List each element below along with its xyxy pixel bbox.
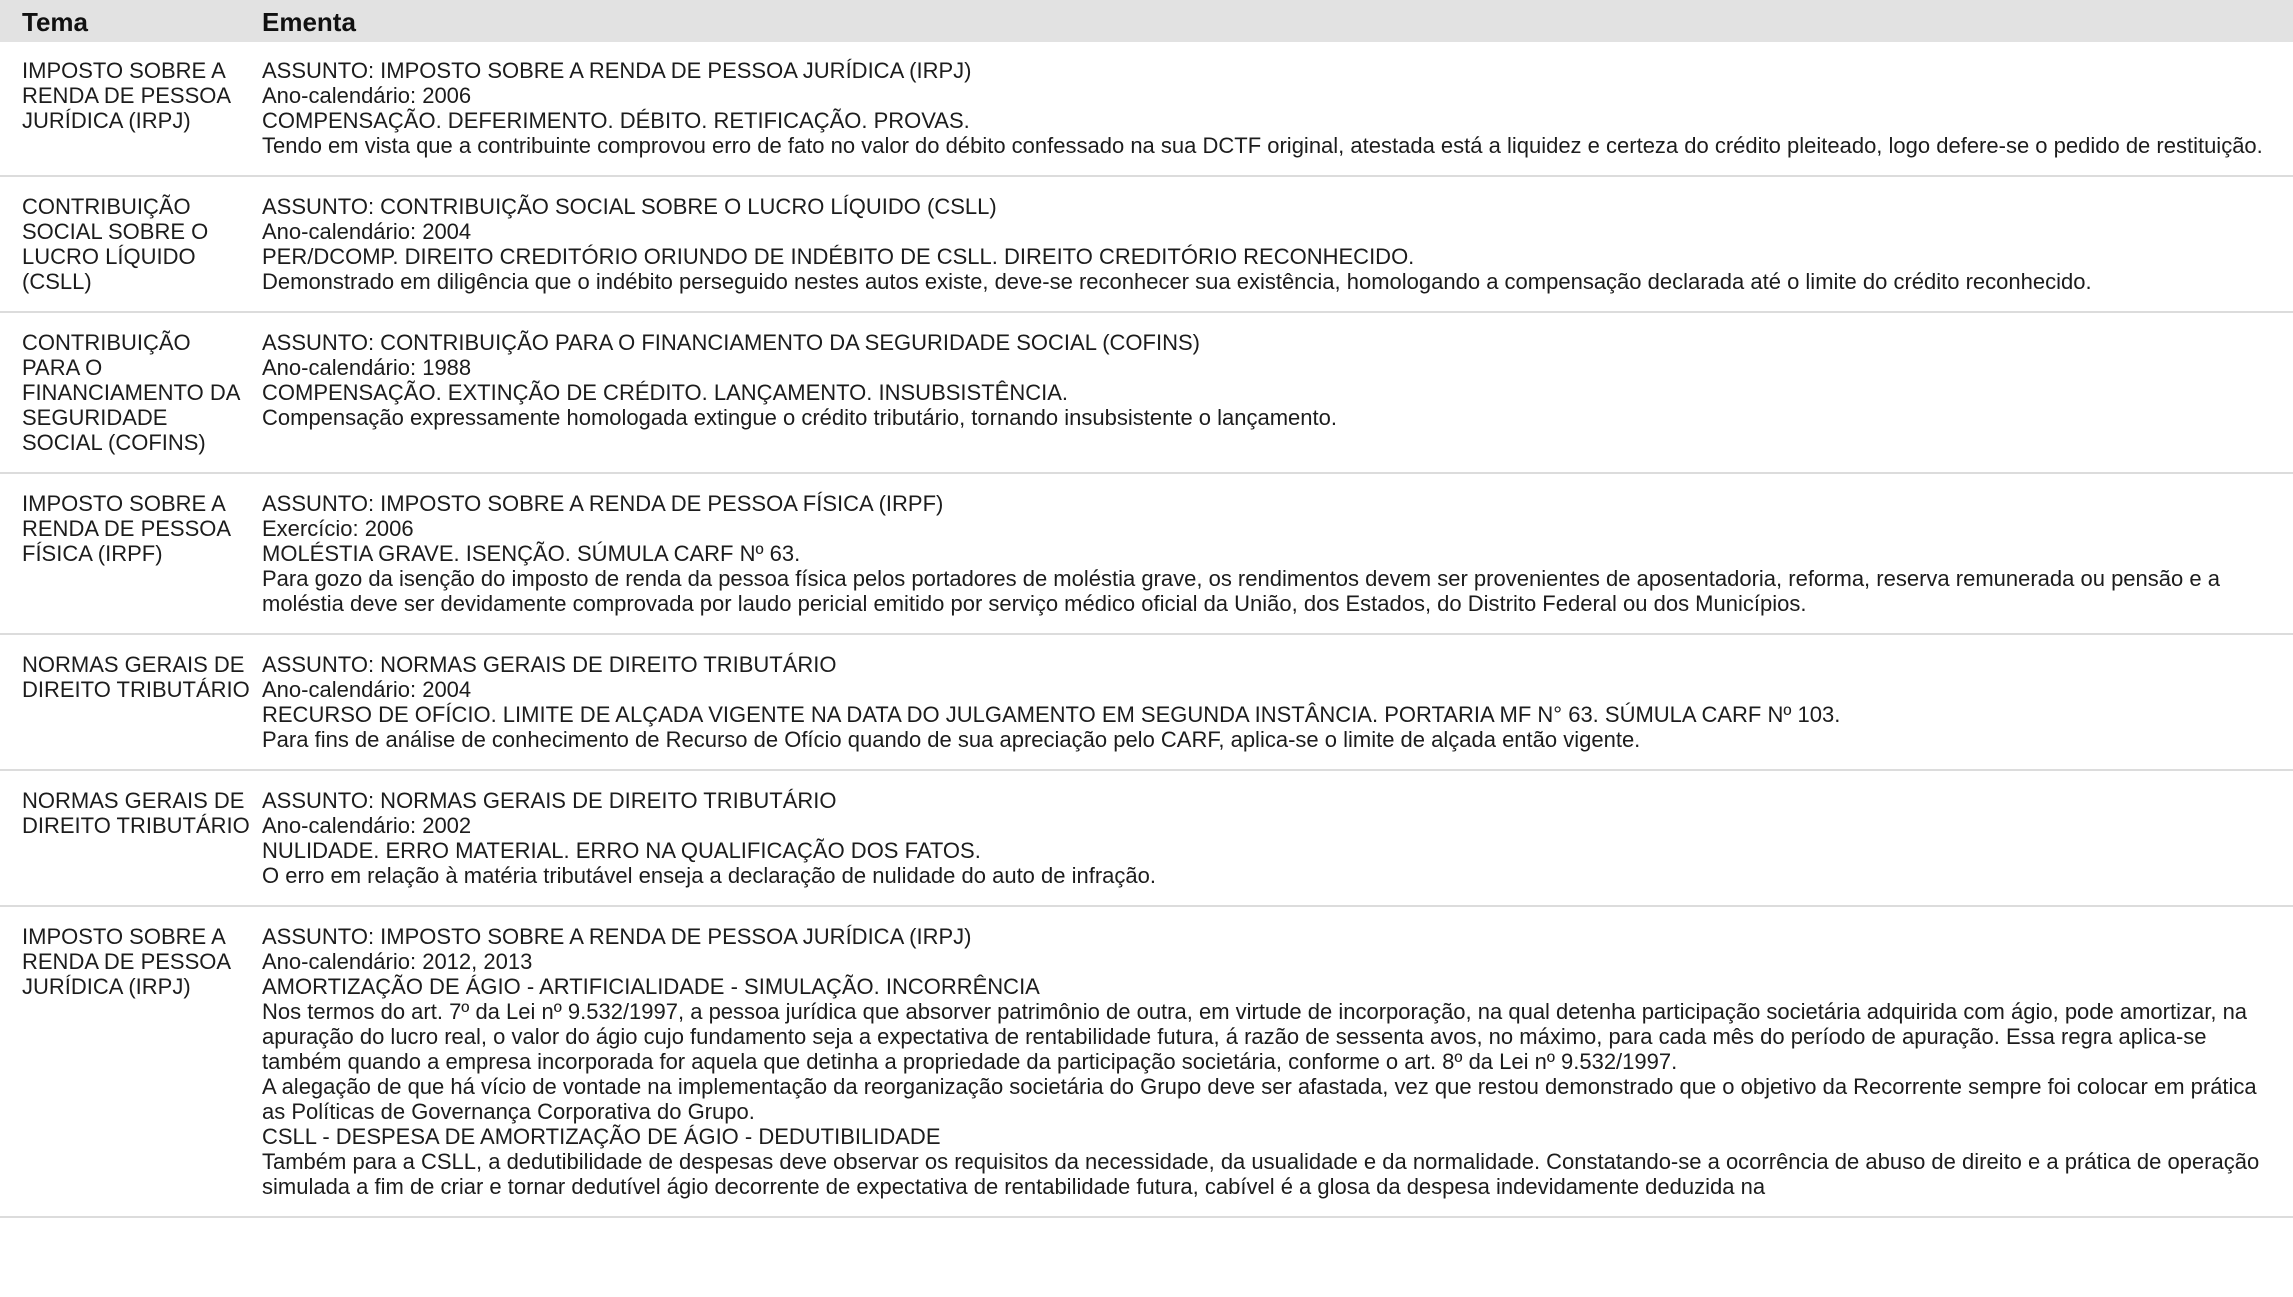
ementa-line: Exercício: 2006 [262,516,414,541]
column-header-ementa[interactable]: Ementa [260,0,2293,42]
cell-tema: CONTRIBUIÇÃO SOCIAL SOBRE O LUCRO LÍQUIDO (CSLL) [0,176,260,312]
ementa-line: AMORTIZAÇÃO DE ÁGIO - ARTIFICIALIDADE - SIMULAÇÃO. INCORRÊNCIA [262,974,1040,999]
cell-tema: NORMAS GERAIS DE DIREITO TRIBUTÁRIO [0,634,260,770]
ementa-line: Tendo em vista que a contribuinte comprovou erro de fato no valor do débito confessado na sua DCTF original, atestada está a liquidez e certeza do crédito pleiteado, logo defere-se o pedido de restituição. [262,133,2263,158]
ementa-line: Ano-calendário: 2012, 2013 [262,949,533,974]
cell-tema: IMPOSTO SOBRE A RENDA DE PESSOA FÍSICA (IRPF) [0,473,260,634]
table-row[interactable] [0,770,2293,906]
table-header [0,0,2293,42]
ementa-line: RECURSO DE OFÍCIO. LIMITE DE ALÇADA VIGENTE NA DATA DO JULGAMENTO EM SEGUNDA INSTÂNCIA. PORTARIA MF N° 63. SÚMULA CARF Nº 103. [262,702,1841,727]
ementa-assunto: ASSUNTO: CONTRIBUIÇÃO SOCIAL SOBRE O LUCRO LÍQUIDO (CSLL) [262,194,997,219]
cell-ementa [260,176,2293,312]
table-row[interactable] [0,42,2293,176]
ementa-assunto: ASSUNTO: IMPOSTO SOBRE A RENDA DE PESSOA FÍSICA (IRPF) [262,491,944,516]
cell-ementa [260,770,2293,906]
ementa-assunto: ASSUNTO: NORMAS GERAIS DE DIREITO TRIBUTÁRIO [262,788,837,813]
ementa-line: Para fins de análise de conhecimento de Recurso de Ofício quando de sua apreciação pelo CARF, aplica-se o limite de alçada então vigente. [262,727,1641,752]
table-row[interactable] [0,906,2293,1217]
cell-ementa [260,473,2293,634]
ementa-assunto: ASSUNTO: NORMAS GERAIS DE DIREITO TRIBUTÁRIO [262,652,837,677]
ementa-line: Ano-calendário: 2004 [262,677,472,702]
cell-ementa [260,906,2293,1217]
ementa-line: COMPENSAÇÃO. DEFERIMENTO. DÉBITO. RETIFICAÇÃO. PROVAS. [262,108,970,133]
ementa-line: PER/DCOMP. DIREITO CREDITÓRIO ORIUNDO DE INDÉBITO DE CSLL. DIREITO CREDITÓRIO RECONHECIDO. [262,244,1415,269]
ementa-assunto: ASSUNTO: IMPOSTO SOBRE A RENDA DE PESSOA JURÍDICA (IRPJ) [262,58,972,83]
ementa-line: Para gozo da isenção do imposto de renda da pessoa física pelos portadores de moléstia grave, os rendimentos devem ser provenientes de aposentadoria, reforma, reserva remunerada ou pensão e a moléstia deve ser devidamente comprovada por laudo pericial emitido por serviço médico oficial da União, dos Estados, do Distrito Federal ou dos Municípios. [262,566,2227,616]
cell-ementa [260,634,2293,770]
ementa-assunto: ASSUNTO: CONTRIBUIÇÃO PARA O FINANCIAMENTO DA SEGURIDADE SOCIAL (COFINS) [262,330,1200,355]
table-row[interactable] [0,312,2293,473]
ementa-line: Ano-calendário: 2006 [262,83,472,108]
ementa-assunto: ASSUNTO: IMPOSTO SOBRE A RENDA DE PESSOA JURÍDICA (IRPJ) [262,924,972,949]
ementa-line: CSLL - DESPESA DE AMORTIZAÇÃO DE ÁGIO - DEDUTIBILIDADE [262,1124,941,1149]
table-row[interactable] [0,176,2293,312]
cell-ementa [260,42,2293,176]
table-body [0,42,2293,1217]
ementa-line: Ano-calendário: 2004 [262,219,472,244]
ementa-line: COMPENSAÇÃO. EXTINÇÃO DE CRÉDITO. LANÇAMENTO. INSUBSISTÊNCIA. [262,380,1068,405]
cell-tema: IMPOSTO SOBRE A RENDA DE PESSOA JURÍDICA (IRPJ) [0,906,260,1217]
ementa-line: O erro em relação à matéria tributável enseja a declaração de nulidade do auto de infração. [262,863,1156,888]
table-row[interactable] [0,473,2293,634]
table-row[interactable] [0,634,2293,770]
ementa-line: A alegação de que há vício de vontade na implementação da reorganização societária do Grupo deve ser afastada, vez que restou demonstrado que o objetivo da Recorrente sempre foi colocar em prática as Políticas de Governança Corporativa do Grupo. [262,1074,2263,1124]
cell-tema: IMPOSTO SOBRE A RENDA DE PESSOA JURÍDICA (IRPJ) [0,42,260,176]
ementa-line: NULIDADE. ERRO MATERIAL. ERRO NA QUALIFICAÇÃO DOS FATOS. [262,838,981,863]
ementa-line: Nos termos do art. 7º da Lei nº 9.532/1997, a pessoa jurídica que absorver patrimônio de outra, em virtude de incorporação, na qual detenha participação societária adquirida com ágio, pode amortizar, na apuração do lucro real, o valor do ágio cujo fundamento seja a expectativa de rentabilidade futura, á razão de sessenta avos, no máximo, para cada mês do período de apuração. Essa regra aplica-se também quando a empresa incorporada for aquela que detinha a propriedade da participação societária, conforme o art. 8º da Lei nº 9.532/1997. [262,999,2254,1074]
ementa-line: Demonstrado em diligência que o indébito perseguido nestes autos existe, deve-se reconhecer sua existência, homologando a compensação declarada até o limite do crédito reconhecido. [262,269,2092,294]
cell-tema: NORMAS GERAIS DE DIREITO TRIBUTÁRIO [0,770,260,906]
column-header-tema[interactable]: Tema [0,0,260,42]
cell-tema: CONTRIBUIÇÃO PARA O FINANCIAMENTO DA SEGURIDADE SOCIAL (COFINS) [0,312,260,473]
ementa-line: MOLÉSTIA GRAVE. ISENÇÃO. SÚMULA CARF Nº 63. [262,541,801,566]
ementa-line: Também para a CSLL, a dedutibilidade de despesas deve observar os requisitos da necessidade, da usualidade e da normalidade. Constatando-se a ocorrência de abuso de direito e a prática de operação simulada a fim de criar e tornar dedutível ágio decorrente de expectativa de rentabilidade futura, cabível é a glosa da despesa indevidamente deduzida na [262,1149,2266,1199]
header-row [0,0,2293,42]
ementa-line: Ano-calendário: 1988 [262,355,472,380]
ementa-line: Compensação expressamente homologada extingue o crédito tributário, tornando insubsistente o lançamento. [262,405,1337,430]
ementa-line: Ano-calendário: 2002 [262,813,472,838]
cell-ementa [260,312,2293,473]
